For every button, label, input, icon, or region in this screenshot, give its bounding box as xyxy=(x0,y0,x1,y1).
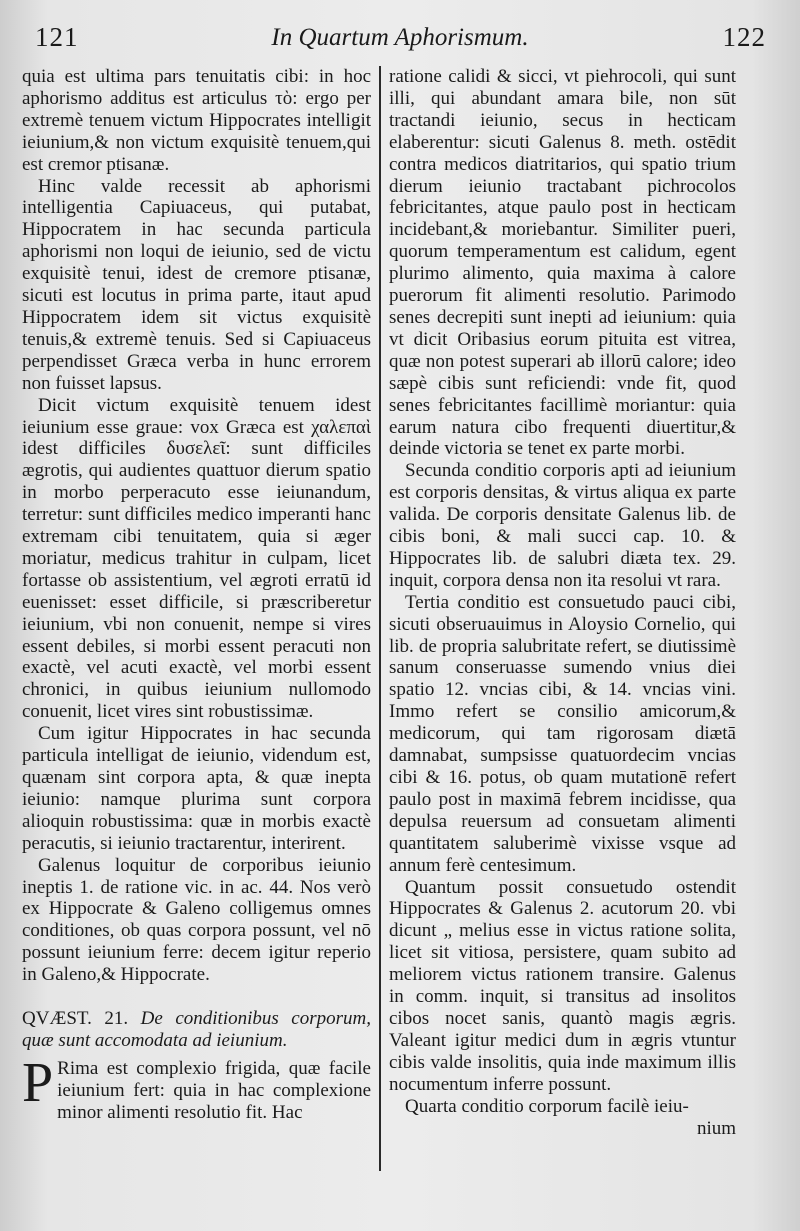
left-page-number: 121 xyxy=(35,22,79,52)
running-title: In Quartum Aphorismum. xyxy=(271,24,529,51)
paragraph: Dicit victum exquisitè tenuem idest ieiunium esse graue: vox Græca est χαλεπαὶ idest difficiles δυσελεῖ: sunt difficiles ægrotis, qui audientes quattuor dierum spatio in morbo perperacuto esse ieiunandum, terretur: sunt difficiles medico imperanti hanc extremam cibi tenuitatem, quia si æger moriatur, medicus trahitur in culpam, licet fortasse ob assistentium, vel ægroti erratū id euenisset: esset difficile, si præscriberetur ieiunium, vbi non conuenit, nempe si vires essent debiles, si morbi essent peracuti non exactè, vel acuti exactè, vel morbi essent chronici, in quibus ieiunium nullomodo conuenit, licet vires sint robustissimæ. xyxy=(22,394,371,723)
paragraph-text: Rima est complexio frigida, quæ facile ieiunium fert: quia in hac complexione minor alimenti resolutio fit. Hac xyxy=(57,1057,371,1123)
column-divider xyxy=(379,66,381,1171)
paragraph: Galenus loquitur de corporibus ieiunio ineptis 1. de ratione vic. in ac. 44. Nos verò ex Hippocrate & Galeno colligemus omnes conditiones, ob quas corpora possunt, vel nō possunt ieiunium ferre: decem igitur reperio in Galeno,& Hippocrate. xyxy=(22,854,371,986)
left-text-column xyxy=(22,66,371,1124)
paragraph: Quantum possit consuetudo ostendit Hippocrates & Galenus 2. acutorum 20. vbi dicunt „ melius esse in victus ratione solita, licet sit vitiosa, persistere, quam subito ad meliorem victus rationem transire. Galenus in comm. inquit, si transitus ad insolitos cibos nocet sanis, quantò magis ægris. Valeant igitur medici dum in ægris vtuntur cibis valde insolitis, quia inde maximum illis nocumentum inferre possunt. xyxy=(389,876,736,1095)
drop-cap: P xyxy=(22,1051,54,1114)
right-page-number: 122 xyxy=(722,22,766,52)
paragraph: quia est ultima pars tenuitatis cibi: in hoc aphorismo additus est articulus τὸ: ergo per extremè tenuem victum Hippocrates intelligit ieiunium,& non victum exquisitè tenuem,qui est cremor ptisanæ. xyxy=(22,66,371,175)
page-header xyxy=(0,22,800,58)
right-text-column xyxy=(389,66,736,1139)
paragraph: Hinc valde recessit ab aphorismi intelligentia Capiuaceus, qui putabat, Hippocratem in hac secunda particula aphorismi non loqui de ieiunio, sed de victu exquisitè tenui, idest de cremore ptisanæ, sicuti est locutus in prima parte, itaut apud Hippocratem idem sit victus exquisitè tenuis,& extremè tenuis. Sed si Capiuaceus perpendisset Græca verba in hunc errorem non fuisset lapsus. xyxy=(22,175,371,394)
question-heading xyxy=(22,1008,371,1052)
paragraph: Quarta conditio corporum facilè ieiu- xyxy=(405,1095,689,1117)
paragraph: Cum igitur Hippocrates in hac secunda particula intelligat de ieiunio, videndum est, quænam sint corpora apta, & quæ inepta ieiunio: namque plurima sunt corpora alioquin robustissima: quæ in morbis exactè peracutis, si ieiunio tractarentur, interirent. xyxy=(22,723,371,854)
paragraph xyxy=(22,1051,371,1124)
paragraph: Tertia conditio est consuetudo pauci cibi, sicuti obseruauimus in Aloysio Cornelio, qui lib. de propria salubritate refert, se diutissimè sanum conseruasse sumendo vnius diei spatio 12. vncias cibi, & 14. vncias vini. Immo refert se consilio amicorum,& medicorum, qui tam rigorosam diætā damnabat, sumpsisse quatuordecim vncias cibi & 16. potus, ob quam mutationē refert paulo post in maximā febrem incidisse, qua depulsa reuersum ad consuetam alimenti quantitatem saluberimè vixisse vsque ad annum ferè centesimum. xyxy=(389,591,736,876)
question-title: De conditionibus corporum, quæ sunt accomodata ad ieiunium. xyxy=(22,1008,371,1051)
catchword: nium xyxy=(696,1117,736,1139)
question-label: QVÆST. 21. xyxy=(22,1008,129,1030)
paragraph: ratione calidi & sicci, vt piehrocoli, qui sunt illi, qui abundant amara bile, non sūt tractandi ieiunio, secus in hecticam elaberentur: sicuti Galenus 8. meth. ostēdit contra medicos diatritarios, qui spatio trium dierum ieiunio tractabant pichrocolos febricitantes, atque paulo post in hecticam incidebant,& moriebantur. Similiter pueri, quorum temperamentum est calidum, egent plurimo alimento, quia maxima à calore puerorum fit alimenti resolutio. Parimodo senes decrepiti sunt inepti ad ieiunium: quia vt dicit Oribasius eorum pituita est vitrea, quæ non potest superari ab illorū calore; ideo sæpè cibis sunt reficiendi: vnde fit, quod senes febricitantes facillimè moriantur: quia earum natura cibo frequenti diuertitur,& deinde victoria se tenet ex parte morbi. xyxy=(389,66,736,460)
paragraph: Secunda conditio corporis apti ad ieiunium est corporis densitas, & virtus aliqua ex parte valida. De corporis densitate Galenus lib. de cibis boni, & mali succi cap. 10. & Hippocrates lib. de salubri diæta tex. 29. inquit, corpora densa non ita resolui vt rara. xyxy=(389,460,736,591)
